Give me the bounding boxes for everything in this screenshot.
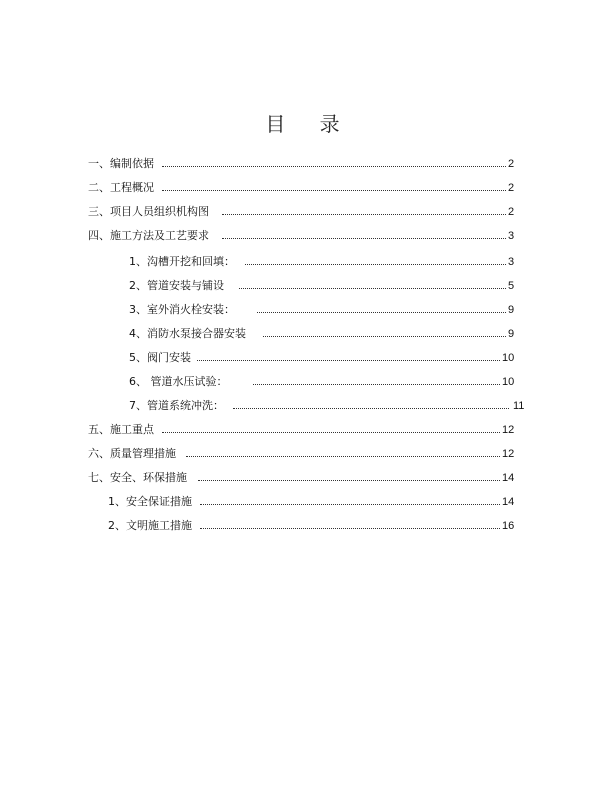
toc-entry[interactable] [88,180,518,196]
toc-entry-page: 16 [502,520,515,532]
toc-entry-page: 3 [508,256,515,268]
toc-subentry[interactable] [129,374,518,390]
toc-subentry[interactable] [129,302,518,318]
toc-leader-dots [200,528,500,529]
toc-entry-label: 1、沟槽开挖和回填： [129,255,235,268]
toc-leader-dots [186,456,500,457]
toc-leader-dots [162,432,500,433]
toc-entry-page: 14 [502,472,515,484]
toc-leader-dots [200,504,500,505]
toc-entry-label: 4、消防水泵接合器安装 [129,327,246,340]
toc-entry-page: 9 [508,328,515,340]
toc-entry-label: 5、阀门安装 [129,351,191,364]
toc-entry[interactable] [88,422,518,438]
toc-entry-page: 10 [502,376,515,388]
toc-subentry[interactable] [129,350,518,366]
toc-entry-page: 12 [502,448,515,460]
toc-leader-dots [253,384,500,385]
toc-leader-dots [198,480,500,481]
toc-leader-dots [222,214,506,215]
toc-entry[interactable] [88,156,518,172]
toc-leader-dots [222,238,506,239]
toc-entry-page: 11 [513,400,525,412]
toc-entry-label: 3、室外消火栓安装： [129,303,235,316]
toc-leader-dots [162,190,506,191]
toc-title: 目 录 [265,112,354,136]
toc-entry-label: 2、文明施工措施 [108,519,192,532]
toc-entry-page: 2 [508,158,515,170]
toc-leader-dots [245,264,506,265]
toc-leader-dots [257,312,506,313]
toc-subentry[interactable] [129,278,518,294]
toc-leader-dots [263,336,506,337]
toc-entry[interactable] [88,446,518,462]
toc-leader-dots [197,360,500,361]
toc-entry-label: 七、安全、环保措施 [88,471,187,484]
toc-leader-dots [239,288,506,289]
toc-subentry[interactable] [108,518,518,534]
toc-entry[interactable] [88,204,518,220]
toc-entry-label: 6、 管道水压试验： [129,375,228,388]
toc-entry-label: 一、编制依据 [88,157,154,170]
toc-entry-label: 2、管道安装与铺设 [129,279,224,292]
toc-entry-label: 1、安全保证措施 [108,495,192,508]
toc-entry-page: 14 [502,496,515,508]
toc-subentry[interactable] [129,326,518,342]
toc-entry-page: 2 [508,206,515,218]
toc-leader-dots [233,408,509,409]
toc-entry-page: 3 [508,230,515,242]
toc-entry-label: 三、项目人员组织机构图 [88,205,209,218]
toc-leader-dots [162,166,506,167]
toc-entry-page: 12 [502,424,515,436]
toc-entry-page: 9 [508,304,515,316]
toc-entry-page: 10 [502,352,515,364]
toc-entry-label: 六、质量管理措施 [88,447,176,460]
toc-subentry[interactable] [129,398,529,414]
toc-subentry[interactable] [129,254,518,270]
toc-entry-page: 2 [508,182,515,194]
toc-entry-label: 二、工程概况 [88,181,154,194]
toc-entry-label: 五、施工重点 [88,423,154,436]
toc-entry[interactable] [88,228,518,244]
toc-entry[interactable] [88,470,518,486]
toc-subentry[interactable] [108,494,518,510]
toc-entry-page: 5 [508,280,515,292]
toc-entry-label: 7、管道系统冲洗： [129,399,224,412]
toc-entry-label: 四、施工方法及工艺要求 [88,229,209,242]
